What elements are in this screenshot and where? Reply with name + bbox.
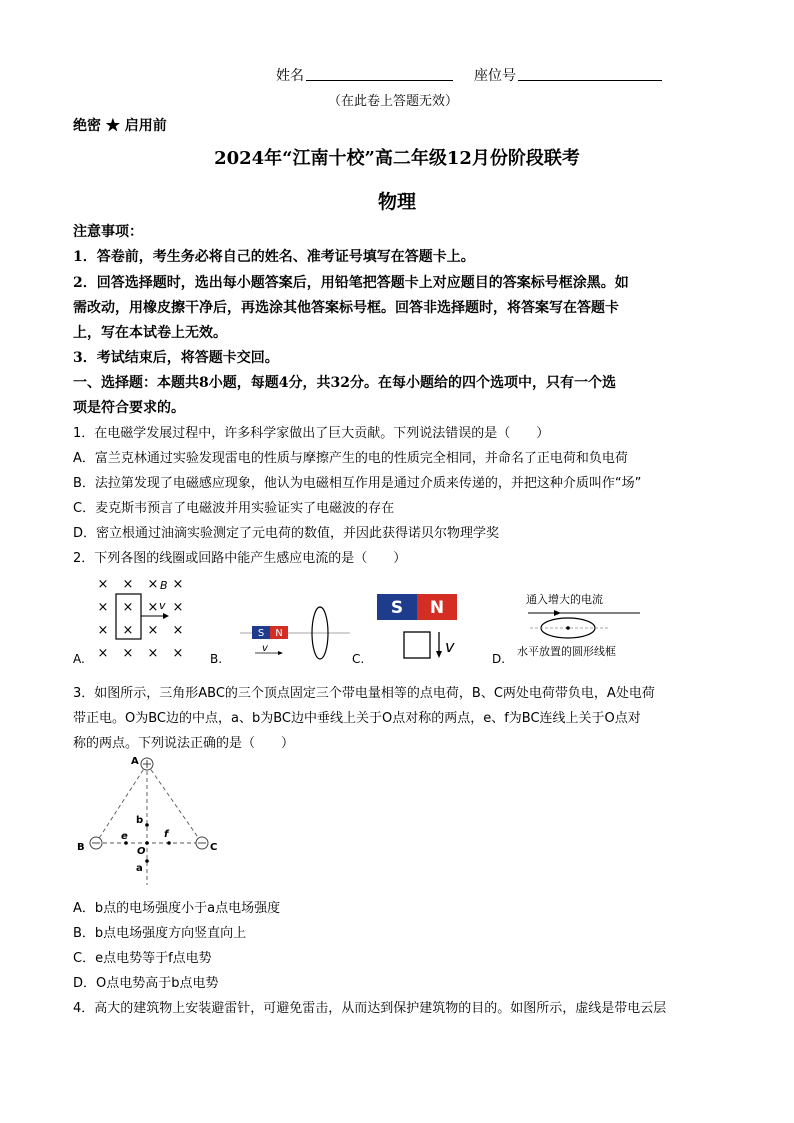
vertex-a-label: A	[131, 756, 139, 767]
point-b	[145, 823, 149, 827]
q2-label-c: C.	[352, 652, 365, 666]
center-dot	[566, 626, 570, 630]
cross-mark: ×	[122, 646, 134, 661]
note-2a: 2．回答选择题时，选出每小题答案后，用铅笔把答题卡上对应题目的答案标号框涂黑。如	[73, 275, 629, 291]
point-e-label: e	[121, 831, 128, 842]
q3-option-a: A．b点的电场强度小于a点电场强度	[73, 901, 281, 916]
q1-option-d: D．密立根通过油滴实验测定了元电荷的数值，并因此获得诺贝尔物理学奖	[73, 526, 500, 541]
cross-mark: ×	[122, 600, 134, 615]
q2-stem: 2．下列各图的线圈或回路中能产生感应电流的是（ ）	[73, 551, 407, 566]
subject-title: 物理	[377, 191, 416, 213]
vertex-c-label: C	[210, 842, 218, 853]
q2-label-d: D.	[492, 652, 506, 666]
q3-option-b: B．b点电场强度方向竖直向上	[73, 926, 247, 941]
q2-label-b: B.	[210, 652, 223, 666]
name-label: 姓名	[276, 68, 304, 84]
q1-option-a: A．富兰克林通过实验发现雷电的性质与摩擦产生的电的性质完全相同，并命名了正电荷和负电荷	[73, 451, 628, 466]
q3-stem-1: 3．如图所示，三角形ABC的三个顶点固定三个带电量相等的点电荷，B、C两处电荷带负电，A处电荷	[73, 686, 655, 701]
cross-mark: ×	[147, 577, 159, 592]
velocity-label: v	[445, 637, 455, 656]
point-b-label: b	[136, 815, 144, 826]
q1-option-c: C．麦克斯韦预言了电磁波并用实验证实了电磁波的存在	[73, 501, 395, 516]
magnet-n-label: N	[275, 628, 283, 639]
q3-figure	[73, 755, 233, 890]
field-b-label: B	[160, 579, 168, 592]
cross-mark: ×	[172, 623, 184, 638]
vertex-b-label: B	[77, 842, 85, 853]
notes-heading: 注意事项：	[73, 224, 143, 240]
q3-stem-2: 带正电。O为BC边的中点，a、b为BC边中垂线上关于O点对称的两点，e、f为BC连线上关于O点对	[73, 711, 641, 726]
q2-figure-a	[73, 572, 198, 667]
point-o-label: O	[137, 846, 146, 857]
q2-figure-c	[350, 590, 470, 668]
note-2b: 需改动，用橡皮擦干净后，再选涂其他答案标号框。回答非选择题时，将答案写在答题卡	[73, 300, 619, 316]
q3-option-d: D．O点电势高于b点电势	[73, 976, 219, 991]
arrow-head	[554, 610, 561, 616]
section1-line2: 项是符合要求的。	[73, 400, 185, 416]
q2-figure-b	[210, 605, 350, 667]
velocity-label: v	[262, 643, 268, 654]
magnet-s-label: S	[257, 628, 265, 639]
cross-mark: ×	[172, 600, 184, 615]
coil-label: 水平放置的圆形线框	[517, 645, 616, 658]
cross-mark: ×	[122, 623, 134, 638]
q1-stem: 1．在电磁学发展过程中，许多科学家做出了巨大贡献。下列说法错误的是（ ）	[73, 426, 550, 441]
cross-mark: ×	[147, 600, 159, 615]
seat-label: 座位号	[474, 68, 516, 84]
seat-field[interactable]	[518, 80, 662, 81]
cross-mark: ×	[147, 646, 159, 661]
point-f-label: f	[164, 829, 169, 840]
point-f	[167, 841, 171, 845]
magnet-n-label: N	[429, 598, 445, 618]
note-2c: 上，写在本试卷上无效。	[73, 325, 227, 341]
section1-line1: 一、选择题：本题共8小题，每题4分，共32分。在每小题给的四个选项中，只有一个选	[73, 375, 616, 391]
velocity-label: v	[159, 599, 166, 612]
point-a-label: a	[136, 863, 143, 874]
point-o	[145, 841, 149, 845]
q3-option-c: C．e点电势等于f点电势	[73, 951, 212, 966]
current-label: 通入增大的电流	[526, 593, 603, 606]
secret-label: 绝密 ★ 启用前	[73, 118, 167, 134]
cross-mark: ×	[147, 623, 159, 638]
note-3: 3．考试结束后，将答题卡交回。	[73, 350, 279, 366]
cross-mark: ×	[97, 646, 109, 661]
arrow-head	[163, 613, 169, 619]
q3-stem-3: 称的两点。下列说法正确的是（ ）	[73, 736, 295, 751]
q2-label-a: A.	[73, 652, 85, 666]
cross-mark: ×	[172, 577, 184, 592]
arrow-head	[436, 651, 442, 658]
point-a	[145, 859, 149, 863]
coil-frame	[404, 632, 430, 658]
cross-mark: ×	[97, 577, 109, 592]
q4-stem: 4．高大的建筑物上安装避雷针，可避免雷击，从而达到保护建筑物的目的。如图所示，虚线是带电云层	[73, 1001, 667, 1016]
arrow-head	[278, 651, 283, 655]
magnet-s-label: S	[390, 598, 404, 618]
q2-figure-d	[490, 588, 650, 666]
cross-mark: ×	[97, 600, 109, 615]
q1-option-b: B．法拉第发现了电磁感应现象，他认为电磁相互作用是通过介质来传递的，并把这种介质叫作“场”	[73, 476, 642, 491]
exam-title: 2024年“江南十校”高二年级12月份阶段联考	[214, 148, 580, 169]
invalid-note: （在此卷上答题无效）	[328, 94, 459, 109]
cross-mark: ×	[97, 623, 109, 638]
triangle-side-ac	[147, 764, 202, 843]
cross-mark: ×	[172, 646, 184, 661]
note-1: 1．答卷前，考生务必将自己的姓名、准考证号填写在答题卡上。	[73, 249, 475, 265]
cross-mark: ×	[122, 577, 134, 592]
name-field[interactable]	[306, 80, 453, 81]
